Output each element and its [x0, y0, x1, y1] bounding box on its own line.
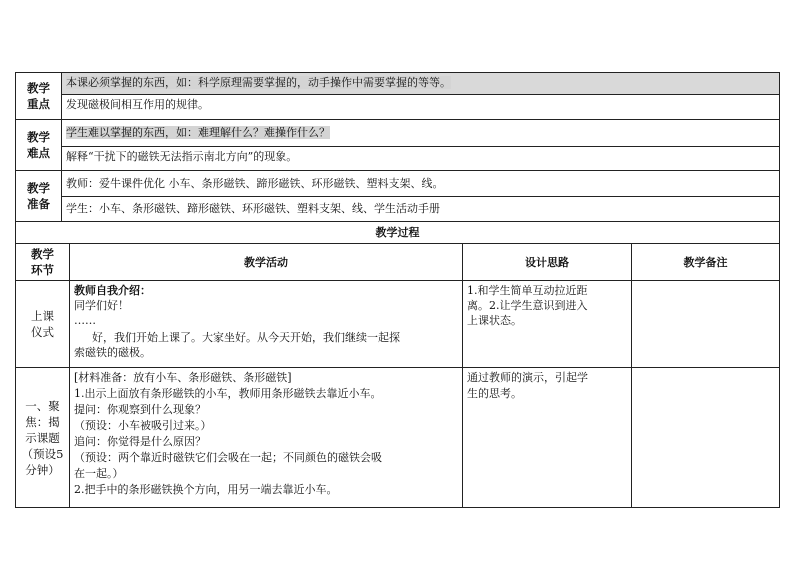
activity-cell: [材料准备：放有小车、条形磁铁、条形磁铁] 1.出示上面放有条形磁铁的小车，教师用条形磁铁去靠近小车。 提问：你观察到什么现象？ （预设：小车被吸引过来。） 追问：你觉得是什么原因？ （预设：两个靠近时磁铁它们会吸在一起；不同颜色的磁铁会吸 在一起。） 2.把手中的条形磁铁换个方向，用另一端去靠近小车。 [70, 368, 463, 508]
difficulties-label: 教学 难点 [16, 120, 62, 171]
header-activity: 教学活动 [70, 244, 463, 281]
key-points-content: 发现磁极间相互作用的规律。 [62, 95, 780, 120]
notes-cell [632, 281, 780, 368]
lesson-info-table [15, 72, 780, 222]
design-cell: 通过教师的演示，引起学 生的思考。 [463, 368, 632, 508]
student-preparation: 学生：小车、条形磁铁、蹄形磁铁、环形磁铁、塑料支架、线、学生活动手册 [62, 196, 780, 222]
key-points-guide: 本课必须掌握的东西，如：科学原理需要掌握的，动手操作中需要掌握的等等。 [62, 73, 780, 95]
notes-cell [632, 368, 780, 508]
header-design: 设计思路 [463, 244, 632, 281]
difficulties-guide: 学生难以掌握的东西，如：难理解什么？难操作什么？ [62, 120, 780, 147]
teaching-process-table [15, 221, 780, 508]
stage-cell: 一、聚 焦：揭 示课题 （预设5 分钟） [16, 368, 70, 508]
difficulties-content: 解释“干扰下的磁铁无法指示南北方向”的现象。 [62, 146, 780, 170]
activity-cell: 教师自我介绍： 同学们好！ …… 好，我们开始上课了。大家坐好。从今天开始，我们继续一起探 索磁铁的磁极。 [70, 281, 463, 368]
header-notes: 教学备注 [632, 244, 780, 281]
header-stage: 教学 环节 [16, 244, 70, 281]
preparation-label: 教学 准备 [16, 171, 62, 222]
teacher-preparation: 教师：爱牛课件优化 小车、条形磁铁、蹄形磁铁、环形磁铁、塑料支架、线。 [62, 171, 780, 197]
table-row [16, 368, 780, 508]
process-title: 教学过程 [16, 222, 780, 244]
lesson-plan-page [15, 72, 779, 508]
design-cell: 1.和学生简单互动拉近距 离。2.让学生意识到进入 上课状态。 [463, 281, 632, 368]
stage-cell: 上课 仪式 [16, 281, 70, 368]
table-row [16, 281, 780, 368]
key-points-label: 教学 重点 [16, 73, 62, 120]
